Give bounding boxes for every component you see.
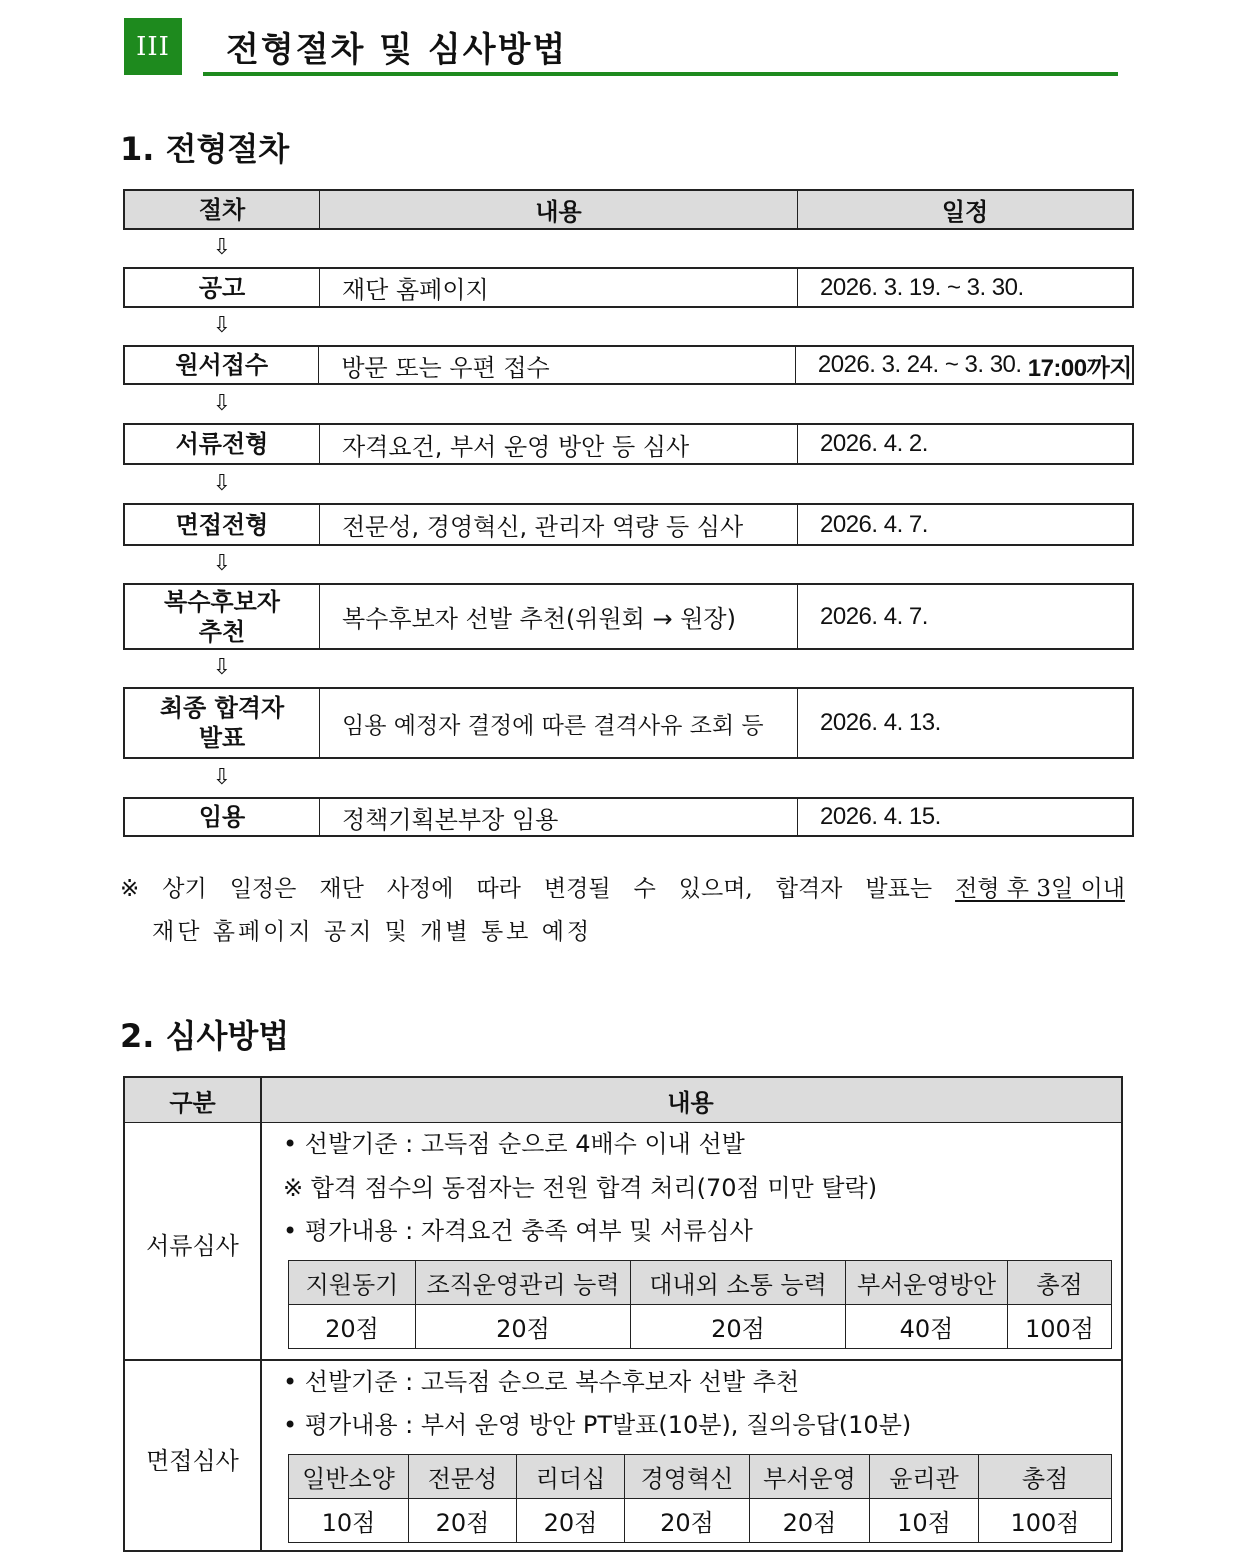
- schedule-note: [120, 868, 1125, 954]
- step-deadline-time: 17:00까지: [1027, 354, 1132, 382]
- document-review-label: 서류심사: [146, 1232, 239, 1260]
- flow-arrow-icon: ⇩: [212, 471, 232, 496]
- score-header: 부서운영: [750, 1455, 870, 1499]
- score-header: 총점: [1008, 1261, 1112, 1305]
- interview-review-label: 면접심사: [146, 1447, 239, 1475]
- step-date: 2026. 3. 19. ~ 3. 30.: [820, 273, 1024, 301]
- score-header: 지원동기: [289, 1261, 416, 1305]
- note-word: 합격자: [775, 876, 843, 902]
- interview-score-table: [288, 1454, 1112, 1543]
- score-value: 20점: [416, 1305, 631, 1349]
- step-content: 자격요건, 부서 운영 방안 등 심사: [320, 425, 798, 463]
- evaluation-title: 2. 심사방법: [120, 1017, 290, 1055]
- note-word: 변경될: [543, 876, 611, 902]
- step-name-line: 발표: [198, 724, 246, 752]
- note-word: 수: [633, 876, 656, 902]
- score-value: 20점: [625, 1499, 750, 1543]
- step-date: 2026. 4. 7.: [820, 602, 928, 630]
- interview-criteria: • 선발기준 : 고득점 순으로 복수후보자 선발 추천: [283, 1368, 800, 1396]
- score-header: 부서운영방안: [846, 1261, 1008, 1305]
- flow-arrow-icon: ⇩: [212, 391, 232, 416]
- note-word: ※: [120, 876, 140, 902]
- step-date: [796, 347, 1132, 383]
- step-content: 정책기획본부장 임용: [320, 799, 798, 835]
- procedure-step-row: [123, 583, 1134, 650]
- score-value: 20점: [289, 1305, 416, 1349]
- evaluation-table: [123, 1076, 1123, 1552]
- evaluation-header-row: [125, 1078, 1121, 1123]
- header-step: 절차: [125, 191, 320, 228]
- step-name-line: 복수후보자: [164, 587, 280, 616]
- score-value: 100점: [979, 1499, 1112, 1543]
- step-name: 면접전형: [125, 505, 320, 544]
- step-name: [125, 689, 320, 757]
- procedure-step-row: [123, 797, 1134, 837]
- score-header: 전문성: [409, 1455, 517, 1499]
- note-word: 일정은: [229, 876, 297, 902]
- score-value: 100점: [1008, 1305, 1112, 1349]
- flow-arrow-icon: ⇩: [212, 551, 232, 576]
- flow-arrow-icon: ⇩: [212, 765, 232, 790]
- score-header: 조직운영관리 능력: [416, 1261, 631, 1305]
- note-word: 발표는: [865, 876, 933, 902]
- step-name: 공고: [125, 269, 320, 306]
- step-date: 2026. 4. 2.: [820, 430, 928, 457]
- step-date-text: 2026. 3. 24. ~ 3. 30.: [817, 351, 1022, 378]
- header-content: 내용: [320, 191, 798, 228]
- row-divider: [125, 1359, 1121, 1361]
- score-value: 10점: [289, 1499, 409, 1543]
- step-date: 2026. 4. 7.: [820, 510, 928, 538]
- step-name: 서류전형: [125, 425, 320, 463]
- note-word: 사정에: [386, 876, 454, 902]
- score-value: 40점: [846, 1305, 1008, 1349]
- step-content: 전문성, 경영혁신, 관리자 역량 등 심사: [320, 505, 798, 544]
- note-emphasis: 전형 후 3일 이내: [955, 876, 1125, 902]
- step-content: 재단 홈페이지: [320, 269, 798, 306]
- note-line: [120, 868, 1125, 911]
- procedure-title: 1. 전형절차: [120, 130, 290, 168]
- score-header: 대내외 소통 능력: [631, 1261, 846, 1305]
- procedure-step-row: [123, 503, 1134, 546]
- step-content: 임용 예정자 결정에 따른 결격사유 조회 등: [320, 689, 798, 757]
- score-value: 10점: [870, 1499, 979, 1543]
- procedure-step-row: [123, 423, 1134, 465]
- step-date: 2026. 4. 13.: [820, 709, 941, 736]
- document-tie-note: ※ 합격 점수의 동점자는 전원 합격 처리(70점 미만 탈락): [283, 1174, 878, 1202]
- procedure-header-row: [123, 189, 1134, 230]
- flow-arrow-icon: ⇩: [212, 655, 232, 680]
- step-date: 2026. 4. 15.: [820, 803, 941, 830]
- step-name: [125, 585, 320, 648]
- score-value: 20점: [631, 1305, 846, 1349]
- flow-arrow-icon: ⇩: [212, 235, 232, 260]
- section-number-badge: III: [124, 18, 182, 75]
- flow-arrow-icon: ⇩: [212, 313, 232, 338]
- document-evaluation-items: • 평가내용 : 자격요건 충족 여부 및 서류심사: [283, 1217, 753, 1245]
- step-name: 원서접수: [125, 347, 319, 383]
- score-value: 20점: [409, 1499, 517, 1543]
- step-content: 방문 또는 우편 접수: [319, 347, 796, 383]
- score-header: 리더십: [517, 1455, 625, 1499]
- procedure-step-row: [123, 687, 1134, 759]
- score-header: 경영혁신: [625, 1455, 750, 1499]
- note-line: 재단 홈페이지 공지 및 개별 통보 예정: [152, 919, 593, 945]
- score-header: 일반소양: [289, 1455, 409, 1499]
- step-name-line: 최종 합격자: [159, 694, 285, 722]
- note-word: 재단: [319, 876, 364, 902]
- header-category: 구분: [169, 1088, 216, 1117]
- document-criteria: • 선발기준 : 고득점 순으로 4배수 이내 선발: [283, 1130, 745, 1158]
- step-name-line: 추천: [198, 617, 246, 646]
- section-divider: [203, 72, 1118, 76]
- note-word: 상기: [162, 876, 207, 902]
- column-divider: [260, 1078, 262, 1550]
- document-score-table: [288, 1260, 1112, 1349]
- procedure-step-row: [123, 345, 1134, 385]
- score-header: 윤리관: [870, 1455, 979, 1499]
- interview-evaluation-items: • 평가내용 : 부서 운영 방안 PT발표(10분), 질의응답(10분): [283, 1411, 912, 1439]
- note-word: 있으며,: [678, 876, 753, 902]
- procedure-step-row: [123, 267, 1134, 308]
- step-content: 복수후보자 선발 추천(위원회 → 원장): [320, 585, 798, 648]
- section-title: 전형절차 및 심사방법: [226, 30, 568, 70]
- score-value: 20점: [750, 1499, 870, 1543]
- step-name: 임용: [125, 799, 320, 835]
- header-schedule: 일정: [941, 198, 989, 226]
- score-header: 총점: [979, 1455, 1112, 1499]
- header-content: 내용: [667, 1088, 714, 1117]
- note-word: 따라: [476, 876, 521, 902]
- score-value: 20점: [517, 1499, 625, 1543]
